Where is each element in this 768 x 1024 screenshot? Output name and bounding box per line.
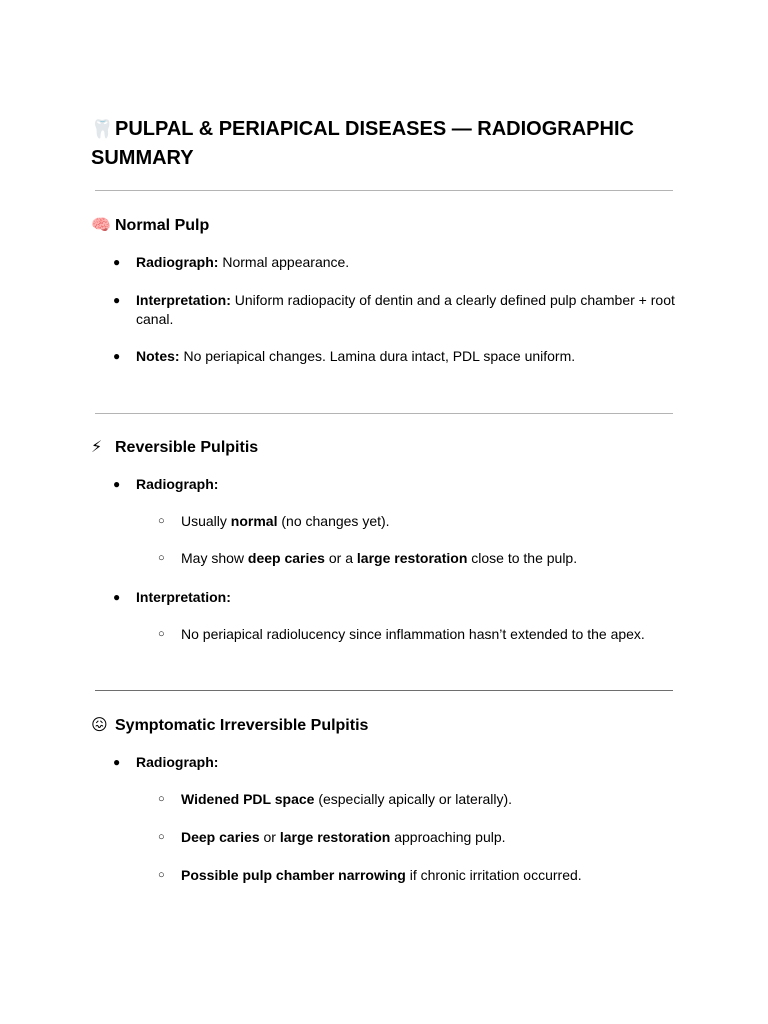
bullet-icon: ● (113, 293, 121, 307)
sub-list-item: ○ May show deep caries or a large restoration close to the pulp. (158, 550, 578, 566)
circle-bullet-icon: ○ (158, 869, 165, 881)
sub-list-item: ○ Widened PDL space (especially apically or laterally). (158, 791, 513, 807)
bullet-icon: ● (113, 755, 121, 769)
bullet-icon: ● (113, 477, 121, 491)
list-item: ● Radiograph: Normal appearance. (113, 254, 350, 270)
sub-list-item: ○ Possible pulp chamber narrowing if chronic irritation occurred. (158, 867, 582, 883)
page-title (91, 115, 701, 173)
sub-list-item: ○ No periapical radiolucency since inflammation hasn’t extended to the apex. (158, 626, 645, 642)
bullet-icon: ● (113, 255, 121, 269)
list-item: ● Notes: No periapical changes. Lamina dura intact, PDL space uniform. (113, 348, 576, 364)
section-heading-normal-pulp: 🧠 Normal Pulp (91, 217, 210, 234)
section-heading-symptomatic-irreversible-pulpitis: 😖 Symptomatic Irreversible Pulpitis (91, 717, 369, 734)
lightning-icon: ⚡ (91, 439, 103, 456)
brain-icon: 🧠 (91, 217, 111, 234)
confounded-face-icon: 😖 (91, 717, 108, 734)
bullet-icon: ● (113, 590, 121, 604)
divider (95, 190, 673, 191)
circle-bullet-icon: ○ (158, 628, 165, 640)
bullet-icon: ● (113, 349, 121, 363)
sub-list-item: ○ Deep caries or large restoration approaching pulp. (158, 829, 506, 845)
page-title-text: PULPAL & PERIAPICAL DISEASES — RADIOGRAPHIC SUMMARY (91, 118, 634, 169)
list-item: ● Radiograph: (113, 476, 219, 492)
circle-bullet-icon: ○ (158, 831, 165, 843)
circle-bullet-icon: ○ (158, 552, 165, 564)
list-item: ● Radiograph: (113, 754, 219, 770)
divider (95, 690, 673, 691)
circle-bullet-icon: ○ (158, 793, 165, 805)
sub-list-item: ○ Usually normal (no changes yet). (158, 513, 390, 529)
list-item: ● Interpretation: (113, 589, 231, 605)
circle-bullet-icon: ○ (158, 515, 165, 527)
divider (95, 413, 673, 414)
list-item: ● Interpretation: Uniform radiopacity of dentin and a clearly defined pulp chamber + root canal. (113, 292, 675, 327)
section-heading-reversible-pulpitis: ⚡ Reversible Pulpitis (91, 439, 259, 456)
tooth-icon: 🦷 (91, 119, 114, 139)
